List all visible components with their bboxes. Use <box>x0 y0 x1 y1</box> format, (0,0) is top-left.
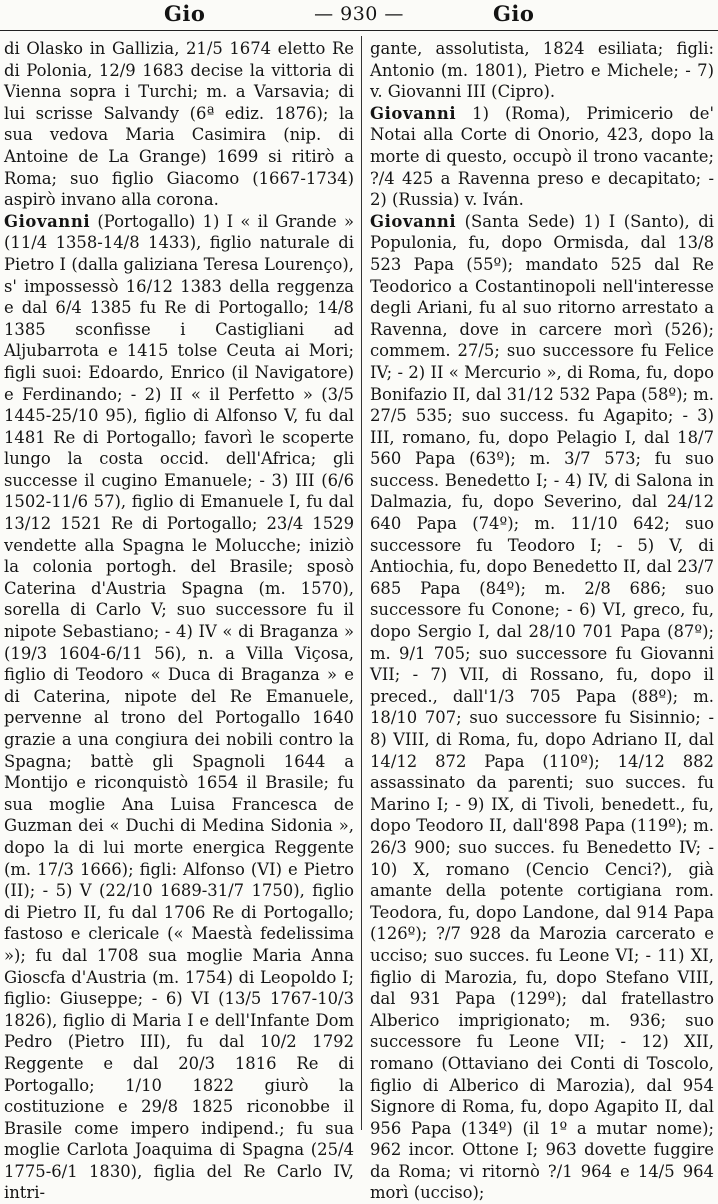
column-divider <box>361 36 362 1130</box>
entry-giovanni-portogallo <box>4 211 354 1204</box>
header-right-word: Gio <box>493 1 535 26</box>
right-column <box>370 38 714 1203</box>
entry-continuation: di Olasko in Gallizia, 21/5 1674 eletto Re di Polonia, 12/9 1683 decise la vittoria di Vienna sopra i Turchi; m. a Varsavia; di lui scrisse Salvandy (6ª ediz. 1876); la sua vedova Maria Casimira (nip. di Antoine de La Grange) 1699 si ritirò a Roma; suo figlio Giacomo (1667-1734) aspirò invano alla corona. <box>4 39 354 210</box>
entry-headword: Giovanni <box>370 211 457 231</box>
entry-headword: Giovanni <box>370 103 457 123</box>
entry-giovanni-roma <box>370 103 714 211</box>
entry-continuation: gante, assolutista, 1824 esiliata; figli: Antonio (m. 1801), Pietro e Michele; - 7) v. Giovanni III (Cipro). <box>370 39 714 102</box>
entry-giovanni-santa-sede <box>370 211 714 1204</box>
entry-text: (Santa Sede) 1) I (Santo), di Populonia, fu, dopo Ormisda, dal 13/8 523 Papa (55º); mandato 525 dal Re Teodorico a Costantinopoli nell'interesse degli Ariani, fu al suo ritorno arrestato a Ravenna, dove in carcere morì (526); commem. 27/5; suo successore fu Felice IV; - 2) II « Mercurio », di Roma, fu, dopo Bonifazio II, dal 31/12 532 Papa (58º); m. 27/5 535; suo success. fu Agapito; - 3) III, romano, fu, dopo Pelagio I, dal 18/7 560 Papa (63º); m. 3/7 573; fu suo success. Benedetto I; - 4) IV, di Salona in Dalmazia, fu, dopo Severino, dal 24/12 640 Papa (74º); m. 11/10 642; suo successore fu Teodoro I; - 5) V, di Antiochia, fu, dopo Benedetto II, dal 23/7 685 Papa (84º); m. 2/8 686; suo successore fu Conone; - 6) VI, greco, fu, dopo Sergio I, dal 28/10 701 Papa (87º); m. 9/1 705; suo successore fu Giovanni VII; - 7) VII, di Rossano, fu, dopo il preced., dall'1/3 705 Papa (88º); m. 18/10 707; suo successore fu Sisinnio; - 8) VIII, di Roma, fu, dopo Adriano II, dal 14/12 872 Papa (110º); 14/12 882 assassinato da parenti; suo succes. fu Marino I; - 9) IX, di Tivoli, benedett., fu, dopo Teodoro II, dall'898 Papa (119º); m. 26/3 900; suo succes. fu Benedetto IV; - 10) X, romano (Cencio Cenci?), già amante della potente cortigiana rom. Teodora, fu, dopo Landone, dal 914 Papa (126º); ?/7 928 da Marozia carcerato e ucciso; suo succes. fu Leone VI; - 11) XI, figlio di Marozia, fu, dopo Stefano VIII, dal 931 Papa (129º); dal fratellastro Alberico imprigionato; m. 936; suo successore fu Leone VII; - 12) XII, romano (Ottaviano dei Conti di Toscolo, figlio di Alberico di Marozia), dal 954 Signore di Roma, fu, dopo Agapito II, dal 956 Papa (134º) (il 1º a mutar nome); 962 incor. Ottone I; 963 dovette fuggire da Roma; vi ritornò ?/1 964 e 14/5 964 morì (ucciso); <box>370 211 714 1203</box>
entry-headword: Giovanni <box>4 211 91 231</box>
header-left-word: Gio <box>164 1 206 26</box>
page-number: — 930 — <box>314 3 404 25</box>
running-header <box>0 0 718 31</box>
left-column <box>4 38 354 1203</box>
entry-text: 1) (Roma), Primicerio de' Notai alla Corte di Onorio, 423, dopo la morte di questo, occupò il trono vacante; ?/4 425 a Ravenna preso e decapitato; - 2) (Russia) v. Iván. <box>370 103 714 210</box>
entry-text: (Portogallo) 1) I « il Grande » (11/4 1358-14/8 1433), figlio naturale di Pietro I (dalla galiziana Teresa Lourenço), s' impossessò 16/12 1383 della reggenza e dal 6/4 1385 fu Re di Portogallo; 14/8 1385 sconfisse i Castigliani ad Aljubarrota e 1415 tolse Ceuta ai Mori; figli suoi: Edoardo, Enrico (il Navigatore) e Ferdinando; - 2) II « il Perfetto » (3/5 1445-25/10 95), figlio di Alfonso V, fu dal 1481 Re di Portogallo; favorì le scoperte lungo la costa occid. dell'Africa; gli successe il cugino Emanuele; - 3) III (6/6 1502-11/6 57), figlio di Emanuele I, fu dal 13/12 1521 Re di Portogallo; 23/4 1529 vendette alla Spagna le Molucche; iniziò la colonia portogh. del Brasile; sposò Caterina d'Austria Spagna (m. 1570), sorella di Carlo V; suo successore fu il nipote Sebastiano; - 4) IV « di Braganza » (19/3 1604-6/11 56), n. a Villa Viçosa, figlio di Teodoro « Duca di Braganza » e di Caterina, nipote del Re Emanuele, pervenne al trono del Portogallo 1640 grazie a una congiura dei nobili contro la Spagna; battè gli Spagnoli 1644 a Montijo e riconquistò 1654 il Brasile; fu sua moglie Ana Luisa Francesca de Guzman dei « Duchi di Medina Sidonia », dopo la di lui morte energica Reggente (m. 17/3 1666); figli: Alfonso (VI) e Pietro (II); - 5) V (22/10 1689-31/7 1750), figlio di Pietro II, fu dal 1706 Re di Portogallo; fastoso e clericale (« Maestà fedelissima »); fu dal 1708 sua moglie Maria Anna Gioscfa d'Austria (m. 1754) di Leopoldo I; figlio: Giuseppe; - 6) VI (13/5 1767-10/3 1826), figlio di Maria I e dell'Infante Dom Pedro (Pietro III), fu dal 10/2 1792 Reggente e dal 20/3 1816 Re di Portogallo; 1/10 1822 giurò la costituzione e 29/8 1825 riconobbe il Brasile come impero indipend.; fu sua moglie Carlota Joaquima di Spagna (25/4 1775-6/1 1830), figlia del Re Carlo IV, intri- <box>4 211 354 1203</box>
